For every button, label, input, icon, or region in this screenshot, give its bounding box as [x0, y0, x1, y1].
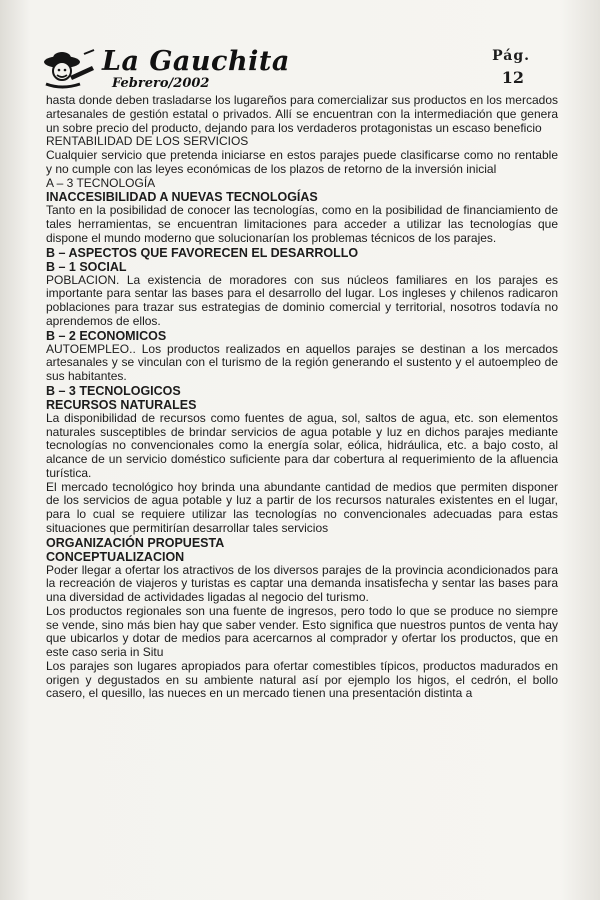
- heading-organizacion: ORGANIZACIÓN PROPUESTA: [46, 535, 225, 550]
- paragraph-intro: hasta donde deben trasladarse los lugareños para comercializar sus productos en los mercados artesanales de gestión estatal o privados. Allí se encuentran con la intermediación que genera un sobre precio del producto, dejando para los verdaderos protagonistas un escaso beneficio: [46, 93, 558, 135]
- paragraph-mercado-tecnologico: El mercado tecnológico hoy brinda una abundante cantidad de medios que permiten disponer de los servicios de agua potable y luz a partir de los recursos naturales existentes en el lugar, para lo cual se requiere utilizar las tecnologías no convencionales adecuadas para estas situaciones que permitirían desarrollar tales servicios: [46, 479, 558, 535]
- publication-date: Febrero/2002: [112, 76, 210, 91]
- publication-title: La Gauchita: [102, 46, 290, 77]
- heading-inaccesibilidad: INACCESIBILIDAD A NUEVAS TECNOLOGÍAS: [46, 190, 318, 205]
- page-number: 12: [501, 68, 524, 87]
- paragraph-poder: Poder llegar a ofertar los atractivos de los diversos parajes de la provincia acondicionados para la recreación de viajeros y turistas es captar una demanda insatisfecha y sentar las bases para una diversidad de actividades ligadas al negocio del turismo.: [46, 562, 558, 604]
- article-body: [46, 94, 558, 701]
- heading-conceptualizacion: CONCEPTUALIZACION: [46, 549, 185, 564]
- paragraph-parajes: Los parajes son lugares apropiados para ofertar comestibles típicos, productos madurados en origen y degustados en su ambiente natural así por ejemplo los higos, el cedrón, el bollo casero, el quesillo, las nueces en un mercado tienen una presentación distinta a: [46, 658, 558, 701]
- paragraph-inaccesibilidad: Tanto en la posibilidad de conocer las tecnologías, como en la posibilidad de financiamiento de tales herramientas, se encuentran limitaciones para acceder a utilizar las tecnologías que dispone el mundo moderno que solucionarían los problemas técnicos de los parajes.: [46, 203, 558, 245]
- heading-rentabilidad: RENTABILIDAD DE LOS SERVICIOS: [46, 134, 249, 149]
- paragraph-b2-autoempleo: AUTOEMPLEO.. Los productos realizados en aquellos parajes se destinan a los mercados artesanales y se vinculan con el turismo de la región generando el sustento y el autoempleo de sus habitantes.: [46, 341, 558, 383]
- paragraph-rentabilidad: Cualquier servicio que pretenda iniciarse en estos parajes puede clasificarse como no rentable y no cumple con las leyes económicas de los plazos de retorno de la inversión inicial: [46, 148, 558, 176]
- heading-recursos-naturales: RECURSOS NATURALES: [46, 397, 197, 412]
- heading-b3-tecnologicos: B – 3 TECNOLOGICOS: [46, 383, 181, 398]
- heading-b2-economicos: B – 2 ECONOMICOS: [46, 328, 167, 343]
- heading-b1-social: B – 1 SOCIAL: [46, 259, 127, 274]
- paragraph-b1-poblacion: POBLACION. La existencia de moradores con sus núcleos familiares en los parajes es importante para sentar las bases para el desarrollo del lugar. Los ingleses y chilenos radicaron poblaciones para trazar sus estrategias de dominio comercial y territorial, nosotros todavía no aprendemos de ellos.: [46, 272, 558, 328]
- paragraph-productos: Los productos regionales son una fuente de ingresos, pero todo lo que se produce no siempre se vende, sino más bien hay que saber vender. Esto significa que nuestros puntos de venta hay que ubicarlos y dotar de medios para acercarnos al comprador y ofertar los productos, que en este caso seria in Situ: [46, 603, 558, 659]
- paragraph-recursos: La disponibilidad de recursos como fuentes de agua, sol, saltos de agua, etc. son elementos naturales susceptibles de brindar servicios de agua potable y luz en dichos parajes mediante tecnologías no convencionales como la energía solar, eólica, hidráulica, etc. a bajo costo, al alcance de un servicio doméstico suficiente para dar cobertura al requerimiento de la afluencia turística.: [46, 410, 558, 480]
- gaucho-logo-icon: [40, 46, 98, 90]
- heading-a3-tecnologia: A – 3 TECNOLOGÍA: [46, 175, 156, 190]
- page-header: [40, 44, 530, 94]
- heading-b-aspectos: B – ASPECTOS QUE FAVORECEN EL DESARROLLO: [46, 245, 359, 260]
- page-label: Pág.: [492, 48, 530, 64]
